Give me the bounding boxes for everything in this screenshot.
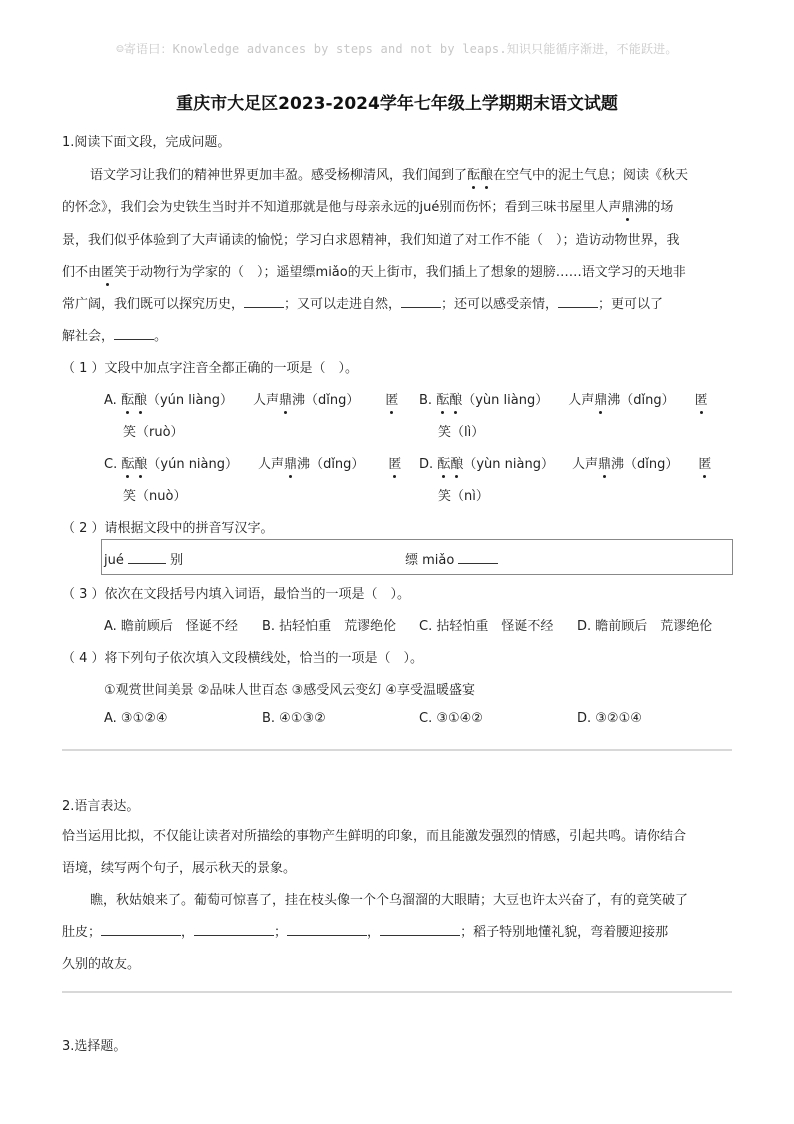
q1-sub4-option-d[interactable]: D. ③②①④ <box>577 711 642 726</box>
answer-blank[interactable] <box>114 326 154 340</box>
pinyin: （nì） <box>451 489 489 504</box>
dotted-char: 匿 <box>388 453 401 472</box>
dotted-char: 酝 <box>467 164 480 183</box>
answer-blank[interactable] <box>458 550 498 564</box>
q1-passage-line-6 <box>62 325 730 344</box>
answer-blank[interactable] <box>244 294 284 308</box>
passage-text: 肚皮； <box>62 925 102 940</box>
dotted-char: 酝 <box>121 389 134 408</box>
pinyin: 缥 miǎo <box>405 553 455 568</box>
q1-sub1-option-d[interactable] <box>419 453 711 472</box>
q1-heading: 1.阅读下面文段，完成问题。 <box>62 135 231 150</box>
passage-text: 常广阔，我们既可以探究历史， <box>62 297 245 312</box>
option-text: 沸 <box>297 457 311 472</box>
q1-passage-line-1 <box>90 164 730 183</box>
passage-text: 的怀念》，我们会为史铁生当时并不知道那就是他与母亲永远的jué别而伤怀；看到三味书屋里人声 <box>62 200 622 215</box>
q1-sub2-stem: （ 2 ）请根据文段中的拼音写汉字。 <box>62 521 274 536</box>
passage-text: ， <box>367 925 381 940</box>
pinyin: （nuò） <box>136 489 187 504</box>
dotted-char: 酝 <box>121 453 134 472</box>
dotted-char: 酿 <box>480 164 493 183</box>
pinyin: （yùn liàng） <box>462 393 549 408</box>
dotted-char: 鼎 <box>598 453 611 472</box>
q2-passage-line-3: 久别的故友。 <box>62 957 141 972</box>
option-text: 人声 <box>252 393 279 408</box>
dotted-char: 匿 <box>101 261 114 280</box>
passage-text: ；更可以了 <box>598 297 664 312</box>
q1-sub1-option-a-cont <box>123 421 184 440</box>
dotted-char: 酿 <box>134 453 147 472</box>
dotted-char: 酿 <box>134 389 147 408</box>
pinyin: （dǐng） <box>620 393 675 408</box>
q1-sub2-left-item <box>104 549 183 568</box>
passage-text: 们不由 <box>62 265 102 280</box>
dotted-char: 匿 <box>698 453 711 472</box>
q1-sub2-right-item <box>405 549 498 568</box>
q1-sub3-option-b[interactable]: B. 拈轻怕重 荒谬绝伦 <box>262 619 397 634</box>
q1-sub4-option-c[interactable]: C. ③①④② <box>419 711 483 726</box>
pinyin: （yùn niàng） <box>463 457 554 472</box>
q1-sub4-sentences: ①观赏世间美景 ②品味人世百态 ③感受风云变幻 ④享受温暖盛宴 <box>104 683 476 698</box>
page-title: 重庆市大足区2023-2024学年七年级上学期期末语文试题 <box>176 94 618 114</box>
dotted-char: 鼎 <box>279 389 292 408</box>
q1-passage-line-5 <box>62 293 730 312</box>
q1-sub1-option-c-cont <box>123 485 186 504</box>
q1-sub4-stem: （ 4 ）将下列句子依次填入文段横线处，恰当的一项是（ ）。 <box>62 651 424 666</box>
q1-passage-line-4 <box>62 261 730 280</box>
option-text: 笑 <box>123 489 137 504</box>
q1-sub1-stem: （ 1 ）文段中加点字注音全都正确的一项是（ ）。 <box>62 361 359 376</box>
option-letter: A. <box>104 393 117 408</box>
passage-text: ；稻子特别地懂礼貌，弯着腰迎接那 <box>460 925 669 940</box>
dotted-char: 酿 <box>449 389 462 408</box>
dotted-char: 匿 <box>695 389 708 408</box>
passage-text: 沸的场 <box>634 200 674 215</box>
dotted-char: 鼎 <box>284 453 297 472</box>
q1-sub1-option-c[interactable] <box>104 453 401 472</box>
motto-header: ☺寄语曰：Knowledge advances by steps and not by leaps.知识只能循序渐进，不能跃进。 <box>116 42 678 56</box>
q2-passage-line-2 <box>62 921 730 940</box>
answer-blank[interactable] <box>558 294 598 308</box>
option-text: 笑 <box>438 489 452 504</box>
option-letter: D. <box>419 457 434 472</box>
pinyin: jué <box>104 553 124 568</box>
passage-text: ； <box>274 925 288 940</box>
q1-passage-line-3: 景，我们似乎体验到了大声诵读的愉悦；学习白求恩精神，我们知道了对工作不能（ ）；造访动物世界，我 <box>62 233 680 248</box>
pinyin: （ruò） <box>136 425 184 440</box>
pinyin: （yún niàng） <box>147 457 239 472</box>
passage-text: 笑于动物行为学家的（ ）；遥望缥miǎo的天上街市，我们插上了想象的翅膀……语文学习的天地非 <box>114 265 686 280</box>
option-text: 笑 <box>438 425 452 440</box>
q1-sub1-option-d-cont <box>438 485 489 504</box>
option-letter: C. <box>104 457 118 472</box>
q2-instruction-line-1: 恰当运用比拟，不仅能让读者对所描绘的事物产生鲜明的印象，而且能激发强烈的情感，引起共鸣。请你结合 <box>62 829 687 844</box>
q1-sub3-option-c[interactable]: C. 拈轻怕重 怪诞不经 <box>419 619 554 634</box>
q1-sub3-stem: （ 3 ）依次在文段括号内填入词语，最恰当的一项是（ ）。 <box>62 587 411 602</box>
q2-passage-line-1: 瞧，秋姑娘来了。葡萄可惊喜了，挂在枝头像一个个乌溜溜的大眼睛；大豆也许太兴奋了，有的竟笑破了 <box>90 893 689 908</box>
q1-sub1-option-a[interactable] <box>104 389 398 408</box>
option-text: 沸 <box>607 393 621 408</box>
option-letter: B. <box>419 393 433 408</box>
dotted-char: 酿 <box>450 453 463 472</box>
option-text: 别 <box>170 553 184 568</box>
dotted-char: 酝 <box>437 453 450 472</box>
dotted-word <box>467 168 493 183</box>
pinyin: （dǐng） <box>305 393 360 408</box>
q1-passage-line-2 <box>62 196 730 215</box>
q1-sub3-option-d[interactable]: D. 瞻前顾后 荒谬绝伦 <box>577 619 713 634</box>
q1-sub3-option-a[interactable]: A. 瞻前顾后 怪诞不经 <box>104 619 238 634</box>
pinyin: （dǐng） <box>310 457 365 472</box>
passage-text: ；还可以感受亲情， <box>441 297 559 312</box>
answer-blank[interactable] <box>380 922 460 936</box>
dotted-char: 鼎 <box>594 389 607 408</box>
passage-text: 语文学习让我们的精神世界更加丰盈。感受杨柳清风，我们闻到了 <box>90 168 468 183</box>
option-text: 人声 <box>258 457 285 472</box>
answer-blank[interactable] <box>401 294 441 308</box>
answer-blank[interactable] <box>128 550 166 564</box>
q1-sub4-option-a[interactable]: A. ③①②④ <box>104 711 168 726</box>
passage-text: 。 <box>154 329 168 344</box>
q1-sub4-option-b[interactable]: B. ④①③② <box>262 711 326 726</box>
pinyin: （lì） <box>451 425 485 440</box>
option-text: 人声 <box>568 393 595 408</box>
option-text: 笑 <box>123 425 137 440</box>
option-text: 沸 <box>610 457 624 472</box>
q1-sub1-option-b-cont <box>438 421 484 440</box>
pinyin: （dǐng） <box>624 457 679 472</box>
dotted-char: 鼎 <box>621 196 634 215</box>
dotted-char: 酝 <box>436 389 449 408</box>
passage-text: ， <box>181 925 195 940</box>
passage-text: 解社会， <box>62 329 115 344</box>
option-text: 沸 <box>292 393 306 408</box>
q3-heading: 3.选择题。 <box>62 1039 127 1054</box>
dotted-char: 匿 <box>385 389 398 408</box>
section-divider <box>62 991 732 993</box>
pinyin: （yún liàng） <box>146 393 233 408</box>
section-divider <box>62 749 732 751</box>
q2-instruction-line-2: 语境，续写两个句子，展示秋天的景象。 <box>62 861 297 876</box>
answer-blank[interactable] <box>101 922 181 936</box>
q1-sub1-option-b[interactable] <box>419 389 708 408</box>
passage-text: 在空气中的泥土气息；阅读《秋天 <box>493 168 689 183</box>
option-text: 人声 <box>571 457 598 472</box>
q2-heading: 2.语言表达。 <box>62 799 140 814</box>
answer-blank[interactable] <box>287 922 367 936</box>
passage-text: ；又可以走进自然， <box>284 297 402 312</box>
answer-blank[interactable] <box>194 922 274 936</box>
